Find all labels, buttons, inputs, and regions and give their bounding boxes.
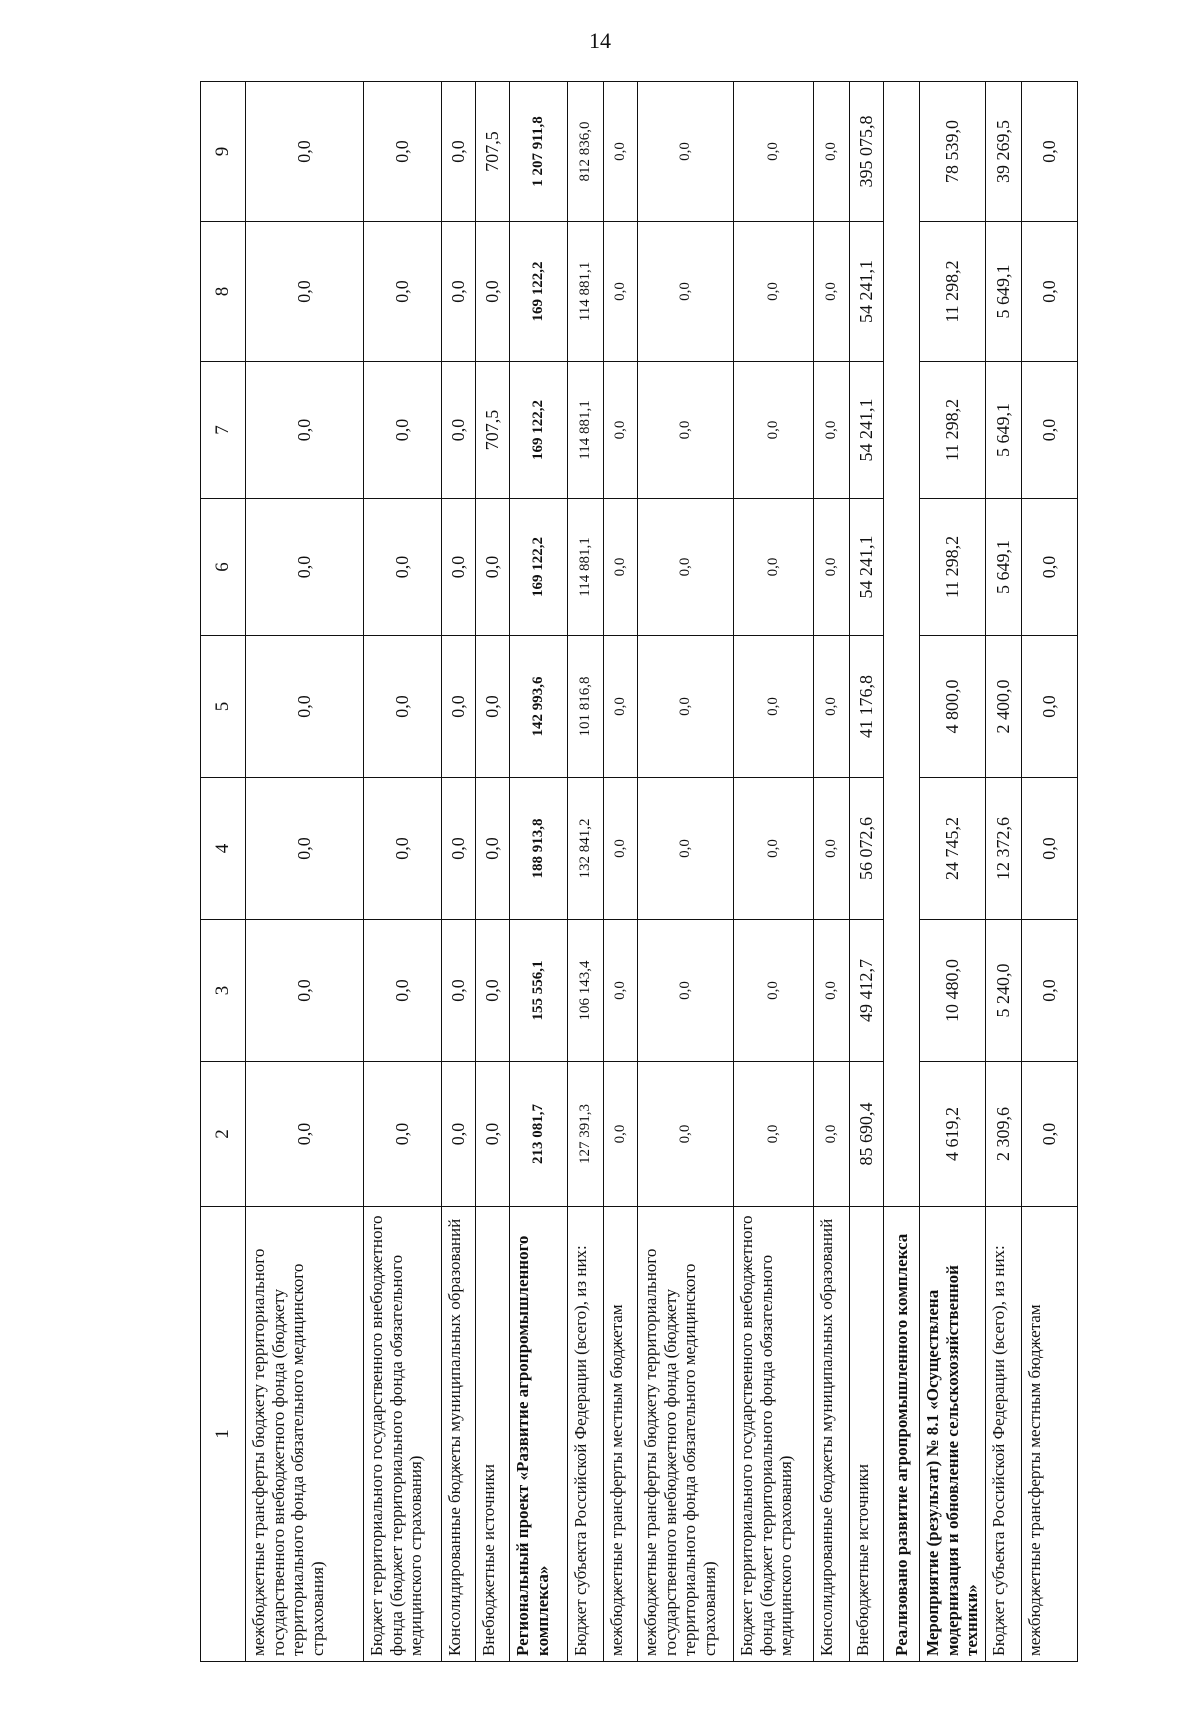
value-cell: 11 298,2: [920, 499, 986, 636]
value-cell: 0,0: [364, 636, 442, 778]
value-cell: 0,0: [246, 778, 364, 920]
value-cell: 0,0: [1021, 499, 1077, 636]
row-label: межбюджетные трансферты бюджету территориального государственного внебюджетного фонда (бюджету территориального фонда обязательного медицинского страхования): [638, 1207, 734, 1662]
column-header: 5: [201, 636, 246, 778]
value-cell: 54 241,1: [850, 222, 884, 362]
row-label: Бюджет территориального государственного внебюджетного фонда (бюджет территориального фонда обязательного медицинского страхования): [734, 1207, 814, 1662]
value-cell: 11 298,2: [920, 222, 986, 362]
value-cell: 0,0: [814, 222, 850, 362]
value-cell: 188 913,8: [510, 778, 568, 920]
value-cell: 0,0: [246, 1062, 364, 1207]
value-cell: 0,0: [638, 920, 734, 1062]
row-label: Внебюджетные источники: [850, 1207, 884, 1662]
value-cell: 132 841,2: [568, 778, 604, 920]
value-cell: 0,0: [1021, 920, 1077, 1062]
value-cell: 0,0: [476, 499, 510, 636]
section-row: [884, 82, 920, 1662]
value-cell: 0,0: [604, 362, 638, 499]
row-label: Консолидированные бюджеты муниципальных образований: [442, 1207, 476, 1662]
value-cell: 5 649,1: [985, 362, 1021, 499]
row-label: Мероприятие (результат) № 8.1 «Осуществлена модернизация и обновление сельскохозяйственной техники»: [920, 1207, 986, 1662]
table-row: [985, 82, 1021, 1662]
value-cell: 0,0: [638, 499, 734, 636]
value-cell: 0,0: [638, 362, 734, 499]
value-cell: 114 881,1: [568, 362, 604, 499]
value-cell: 114 881,1: [568, 222, 604, 362]
value-cell: 56 072,6: [850, 778, 884, 920]
value-cell: 0,0: [246, 636, 364, 778]
value-cell: 0,0: [246, 222, 364, 362]
table-row: [364, 82, 442, 1662]
value-cell: 0,0: [604, 636, 638, 778]
value-cell: 0,0: [604, 920, 638, 1062]
table-row: [246, 82, 364, 1662]
value-cell: 0,0: [814, 82, 850, 222]
value-cell: 0,0: [638, 778, 734, 920]
value-cell: 0,0: [814, 499, 850, 636]
value-cell: 169 122,2: [510, 499, 568, 636]
table-row: [638, 82, 734, 1662]
value-cell: 0,0: [364, 499, 442, 636]
section-empty-cell: [884, 82, 920, 1207]
column-header: 7: [201, 362, 246, 499]
table-row: [734, 82, 814, 1662]
value-cell: 0,0: [246, 362, 364, 499]
value-cell: 707,5: [476, 362, 510, 499]
row-label: Внебюджетные источники: [476, 1207, 510, 1662]
table-header-row: [201, 82, 246, 1662]
value-cell: 169 122,2: [510, 362, 568, 499]
row-label: Региональный проект «Развитие агропромышленного комплекса»: [510, 1207, 568, 1662]
value-cell: 0,0: [734, 82, 814, 222]
value-cell: 0,0: [1021, 778, 1077, 920]
value-cell: 0,0: [604, 778, 638, 920]
value-cell: 106 143,4: [568, 920, 604, 1062]
value-cell: 2 400,0: [985, 636, 1021, 778]
table-row: [442, 82, 476, 1662]
value-cell: 0,0: [442, 636, 476, 778]
value-cell: 0,0: [604, 222, 638, 362]
value-cell: 0,0: [364, 222, 442, 362]
value-cell: 0,0: [604, 499, 638, 636]
value-cell: 0,0: [476, 920, 510, 1062]
value-cell: 0,0: [442, 222, 476, 362]
value-cell: 0,0: [442, 362, 476, 499]
value-cell: 0,0: [814, 778, 850, 920]
value-cell: 4 619,2: [920, 1062, 986, 1207]
value-cell: 127 391,3: [568, 1062, 604, 1207]
row-label: Бюджет субъекта Российской Федерации (всего), из них:: [568, 1207, 604, 1662]
value-cell: 0,0: [638, 636, 734, 778]
value-cell: 11 298,2: [920, 362, 986, 499]
value-cell: 0,0: [364, 778, 442, 920]
row-label: Бюджет субъекта Российской Федерации (всего), из них:: [985, 1207, 1021, 1662]
value-cell: 0,0: [364, 82, 442, 222]
table-row: [850, 82, 884, 1662]
value-cell: 12 372,6: [985, 778, 1021, 920]
value-cell: 0,0: [476, 222, 510, 362]
column-header: 2: [201, 1062, 246, 1207]
table-row: [920, 82, 986, 1662]
value-cell: 0,0: [1021, 362, 1077, 499]
value-cell: 0,0: [246, 920, 364, 1062]
row-label: межбюджетные трансферты местным бюджетам: [604, 1207, 638, 1662]
row-label: Бюджет территориального государственного внебюджетного фонда (бюджет территориального фонда обязательного медицинского страхования): [364, 1207, 442, 1662]
value-cell: 0,0: [1021, 82, 1077, 222]
row-label: Консолидированные бюджеты муниципальных образований: [814, 1207, 850, 1662]
value-cell: 169 122,2: [510, 222, 568, 362]
value-cell: 49 412,7: [850, 920, 884, 1062]
table-row: [510, 82, 568, 1662]
value-cell: 54 241,1: [850, 499, 884, 636]
value-cell: 0,0: [364, 1062, 442, 1207]
value-cell: 85 690,4: [850, 1062, 884, 1207]
value-cell: 0,0: [364, 920, 442, 1062]
value-cell: 0,0: [1021, 222, 1077, 362]
value-cell: 0,0: [814, 362, 850, 499]
value-cell: 5 240,0: [985, 920, 1021, 1062]
value-cell: 155 556,1: [510, 920, 568, 1062]
value-cell: 78 539,0: [920, 82, 986, 222]
value-cell: 0,0: [246, 82, 364, 222]
value-cell: 10 480,0: [920, 920, 986, 1062]
value-cell: 101 816,8: [568, 636, 604, 778]
value-cell: 0,0: [734, 778, 814, 920]
value-cell: 0,0: [476, 1062, 510, 1207]
value-cell: 0,0: [638, 82, 734, 222]
budget-table: [200, 81, 1078, 1662]
value-cell: 0,0: [604, 82, 638, 222]
value-cell: 0,0: [364, 362, 442, 499]
table-row: [604, 82, 638, 1662]
column-header: 8: [201, 222, 246, 362]
value-cell: 0,0: [814, 636, 850, 778]
value-cell: 4 800,0: [920, 636, 986, 778]
value-cell: 0,0: [604, 1062, 638, 1207]
value-cell: 0,0: [476, 778, 510, 920]
value-cell: 114 881,1: [568, 499, 604, 636]
value-cell: 1 207 911,8: [510, 82, 568, 222]
value-cell: 2 309,6: [985, 1062, 1021, 1207]
value-cell: 0,0: [1021, 1062, 1077, 1207]
section-title: Реализовано развитие агропромышленного комплекса: [884, 1207, 920, 1662]
value-cell: 0,0: [734, 222, 814, 362]
value-cell: 41 176,8: [850, 636, 884, 778]
value-cell: 0,0: [734, 636, 814, 778]
value-cell: 395 075,8: [850, 82, 884, 222]
column-header: 1: [201, 1207, 246, 1662]
value-cell: 0,0: [476, 636, 510, 778]
value-cell: 0,0: [734, 920, 814, 1062]
table-row: [1021, 82, 1077, 1662]
column-header: 3: [201, 920, 246, 1062]
page-number: 14: [589, 28, 611, 53]
table-row: [568, 82, 604, 1662]
value-cell: 24 745,2: [920, 778, 986, 920]
value-cell: 5 649,1: [985, 499, 1021, 636]
value-cell: 142 993,6: [510, 636, 568, 778]
value-cell: 0,0: [638, 222, 734, 362]
rotated-table-container: [200, 82, 1070, 1662]
value-cell: 0,0: [246, 499, 364, 636]
value-cell: 0,0: [442, 82, 476, 222]
value-cell: 54 241,1: [850, 362, 884, 499]
column-header: 4: [201, 778, 246, 920]
value-cell: 0,0: [442, 499, 476, 636]
value-cell: 39 269,5: [985, 82, 1021, 222]
value-cell: 707,5: [476, 82, 510, 222]
table-row: [814, 82, 850, 1662]
value-cell: 812 836,0: [568, 82, 604, 222]
row-label: межбюджетные трансферты местным бюджетам: [1021, 1207, 1077, 1662]
value-cell: 0,0: [734, 499, 814, 636]
value-cell: 0,0: [734, 362, 814, 499]
value-cell: 0,0: [814, 1062, 850, 1207]
value-cell: 0,0: [442, 920, 476, 1062]
column-header: 9: [201, 82, 246, 222]
value-cell: 5 649,1: [985, 222, 1021, 362]
value-cell: 213 081,7: [510, 1062, 568, 1207]
value-cell: 0,0: [638, 1062, 734, 1207]
table-row: [476, 82, 510, 1662]
table-body: [246, 82, 1078, 1662]
value-cell: 0,0: [442, 778, 476, 920]
value-cell: 0,0: [814, 920, 850, 1062]
column-header: 6: [201, 499, 246, 636]
value-cell: 0,0: [734, 1062, 814, 1207]
value-cell: 0,0: [442, 1062, 476, 1207]
row-label: межбюджетные трансферты бюджету территориального государственного внебюджетного фонда (бюджету территориального фонда обязательного медицинского страхования): [246, 1207, 364, 1662]
value-cell: 0,0: [1021, 636, 1077, 778]
